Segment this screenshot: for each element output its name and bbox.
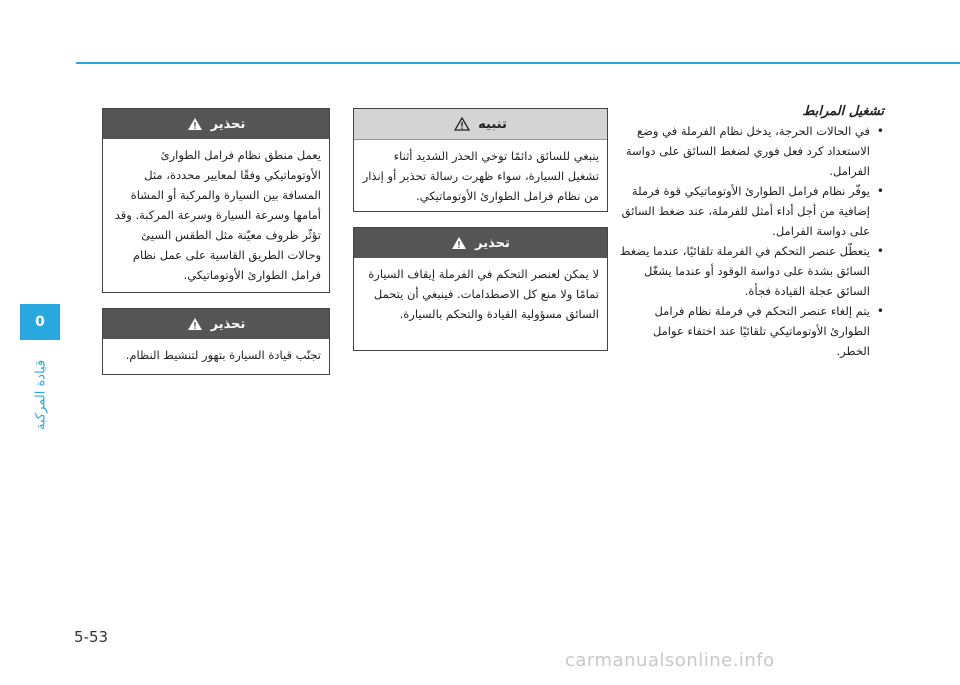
warning-body: يعمل منطق نظام فرامل الطوارئ الأوتوماتيكي وفقًا لمعايير محددة، مثل المسافة بين السيارة والمركبة أو المشاة أمامها وسرعة السيارة وسرعة المركبة. وقد تؤثّر ظروف معيّنة مثل الطقس السيئ وحالات الطريق القاسية على عمل نظام فرامل الطوارئ الأوتوماتيكي. bbox=[114, 148, 321, 282]
warning-triangle-icon bbox=[454, 117, 470, 131]
chapter-title: قيادة المركبة bbox=[33, 359, 49, 431]
caution-box bbox=[353, 108, 608, 212]
warning-header bbox=[354, 228, 607, 258]
list-item: • في الحالات الحرجة، يدخل نظام الفرملة في وضع الاستعداد كرد فعل فوري لضغط السائق على دواسة الفرامل. bbox=[616, 121, 884, 181]
chapter-tab bbox=[20, 304, 60, 340]
notes-heading: تشغيل المرابط bbox=[802, 104, 884, 119]
warning-triangle-icon bbox=[187, 317, 203, 331]
list-item: • يتم إلغاء عنصر التحكم في فرملة نظام فرامل الطوارئ الأوتوماتيكي تلقائيًا عند اختفاء عوامل الخطر. bbox=[616, 301, 884, 361]
caution-body: ينبغي للسائق دائمًا توخي الحذر الشديد أثناء تشغيل السيارة، سواء ظهرت رسالة تحذير أو إنذار من نظام فرامل الطوارئ الأوتوماتيكي. bbox=[362, 149, 599, 203]
notes-section bbox=[616, 104, 884, 361]
warning-box-bottom-left bbox=[102, 308, 330, 375]
chapter-number: 0 bbox=[35, 314, 45, 330]
page-number: 5-53 bbox=[74, 628, 109, 646]
notes-list bbox=[616, 121, 884, 361]
warning-triangle-icon bbox=[451, 236, 467, 250]
warning-body: تجنّب قيادة السيارة بتهور لتنشيط النظام. bbox=[125, 348, 321, 362]
footer-watermark: carmanualsonline.info bbox=[565, 650, 775, 671]
warning-box-top-left bbox=[102, 108, 330, 293]
warning-title: تحذير bbox=[210, 316, 246, 332]
warning-triangle-icon bbox=[187, 117, 203, 131]
warning-box-middle bbox=[353, 227, 608, 351]
list-item: • يوفّر نظام فرامل الطوارئ الأوتوماتيكي قوة فرملة إضافية من أجل أداء أمثل للفرملة، عند ضغط السائق على دواسة الفرامل. bbox=[616, 181, 884, 241]
top-rule bbox=[76, 62, 960, 64]
caution-header bbox=[354, 109, 607, 140]
warning-header bbox=[103, 109, 329, 139]
caution-title: تنبيه bbox=[478, 116, 507, 132]
warning-body: لا يمكن لعنصر التحكم في الفرملة إيقاف السيارة تمامًا ولا منع كل الاصطدامات. فينبغي أن يتحمل السائق مسؤولية القيادة والتحكم بالسيارة. bbox=[368, 267, 599, 321]
warning-header bbox=[103, 309, 329, 339]
list-item: • يتعطّل عنصر التحكم في الفرملة تلقائيًا، عندما يضغط السائق بشدة على دواسة الوقود أو عندما يشغّل السائق عجلة القيادة فجأة. bbox=[616, 241, 884, 301]
warning-title: تحذير bbox=[475, 235, 510, 251]
warning-title: تحذير bbox=[210, 116, 246, 132]
